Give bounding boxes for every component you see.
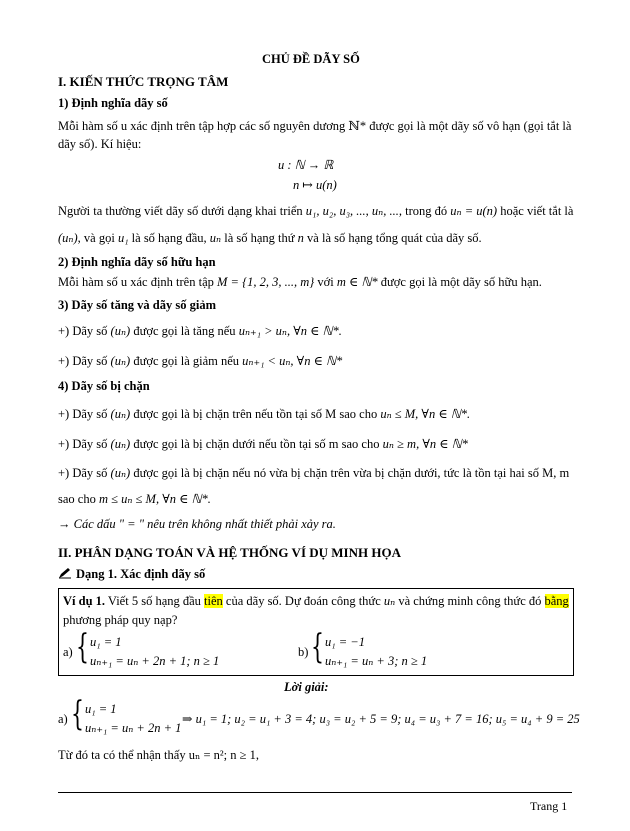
text: và chứng minh công thức đó <box>395 594 545 608</box>
example-line-2: phương pháp quy nạp? <box>63 613 178 627</box>
text: là số hạng thứ <box>221 231 298 245</box>
heading-type-1 <box>58 567 205 582</box>
text: +) Dãy số <box>58 407 111 421</box>
text: với <box>314 275 337 289</box>
text: được gọi là tăng nếu <box>130 324 239 338</box>
section-heading-1: I. KIẾN THỨC TRỌNG TÂM <box>58 74 229 89</box>
math: (uₙ) <box>110 407 131 421</box>
math: (uₙ) <box>58 231 78 245</box>
solution-paragraph: Từ đó ta có thể nhận thấy uₙ = n²; n ≥ 1, <box>58 748 259 762</box>
highlight: bằng <box>544 594 569 608</box>
note-equality: → Các dấu " = " nêu trên không nhất thiết phải xảy ra. <box>58 517 336 531</box>
footer-divider <box>58 792 572 793</box>
solution-a-terms: ⇒ u₁ = 1; u₂ = u₁ + 3 = 4; u₃ = u₂ + 5 = 9; u₄ = u₃ + 7 = 16; u₅ = u₄ + 9 = 25 <box>182 712 580 726</box>
math: uₙ = u(n) <box>450 204 498 218</box>
example-b-label: b) <box>298 645 309 659</box>
heading-monotonic: 3) Dãy số tăng và dãy số giảm <box>58 298 216 312</box>
math: m ≤ uₙ ≤ M, ∀n ∈ ℕ*. <box>98 492 211 506</box>
example-b-system <box>325 633 427 671</box>
text: +) Dãy số <box>58 437 111 451</box>
math: (uₙ) <box>110 354 131 368</box>
text: Người ta thường viết dãy số dưới dạng khai triển <box>58 204 306 218</box>
solution-a-system <box>85 700 181 738</box>
text: hoặc viết tắt là <box>497 204 574 218</box>
text: được gọi là bị chặn trên nếu tồn tại số M sao cho <box>130 407 381 421</box>
text: Mỗi hàm số u xác định trên tập <box>58 275 217 289</box>
equation: u₁ = 1 <box>85 702 117 716</box>
heading-finite: 2) Định nghĩa dãy số hữu hạn <box>58 255 216 269</box>
page-number: Trang 1 <box>530 799 568 813</box>
math: uₙ <box>383 594 396 608</box>
solution-a-label: a) <box>58 712 68 726</box>
item-bounded-1 <box>58 465 569 481</box>
math: uₙ <box>209 231 222 245</box>
heading-bounded: 4) Dãy số bị chặn <box>58 379 150 393</box>
math: uₙ₊₁ < uₙ, ∀n ∈ ℕ* <box>242 354 343 368</box>
math: (uₙ) <box>110 437 131 451</box>
equation: uₙ₊₁ = uₙ + 2n + 1; n ≥ 1 <box>90 654 220 668</box>
text: được gọi là bị chặn nếu nó vừa bị chặn trên vừa bị chặn dưới, tức là tồn tại hai số M, m <box>130 466 570 480</box>
text: của dãy số. Dự đoán công thức <box>222 594 384 608</box>
paragraph-definition-2: dãy số). Kí hiệu: <box>58 137 142 151</box>
paragraph-definition-1: Mỗi hàm số u xác định trên tập hợp các số nguyên dương ℕ* được gọi là một dãy số vô hạn (gọi tắt là <box>58 119 572 133</box>
example-a-system <box>90 633 219 671</box>
text: sao cho <box>58 492 99 506</box>
text: Viết 5 số hạng đầu <box>105 594 205 608</box>
section-heading-2: II. PHÂN DẠNG TOÁN VÀ HỆ THỐNG VÍ DỤ MINH HỌA <box>58 545 401 560</box>
brace-icon: { <box>311 627 324 667</box>
solution-title: Lời giải: <box>284 680 329 694</box>
equation: uₙ₊₁ = uₙ + 3; n ≥ 1 <box>325 654 428 668</box>
example-line-1 <box>63 593 569 609</box>
math: uₙ ≥ m, ∀n ∈ ℕ* <box>382 437 468 451</box>
heading-definition: 1) Định nghĩa dãy số <box>58 96 168 110</box>
formula-mapping-1: u : ℕ → ℝ <box>278 158 334 172</box>
example-a-label: a) <box>63 645 73 659</box>
text: trong đó <box>402 204 451 218</box>
brace-icon: { <box>71 694 84 734</box>
text: là số hạng đầu, <box>128 231 210 245</box>
math: uₙ ≤ M, ∀n ∈ ℕ*. <box>380 407 471 421</box>
math: m ∈ ℕ* <box>336 275 378 289</box>
text: +) Dãy số <box>58 354 111 368</box>
equation: u₁ = 1 <box>90 635 122 649</box>
item-increasing <box>58 323 342 339</box>
text: , và gọi <box>77 231 118 245</box>
math: n <box>297 231 304 245</box>
text: +) Dãy số <box>58 324 111 338</box>
item-bounded-2 <box>58 491 211 507</box>
page-title: CHỦ ĐỀ DÃY SỐ <box>262 52 360 66</box>
text: được gọi là giảm nếu <box>130 354 243 368</box>
text: được gọi là bị chặn dưới nếu tồn tại số m sao cho <box>130 437 383 451</box>
math: (uₙ) <box>110 324 131 338</box>
equation: uₙ₊₁ = uₙ + 2n + 1 <box>85 721 182 735</box>
text: được gọi là một dãy số hữu hạn. <box>377 275 542 289</box>
pencil-icon <box>58 567 72 579</box>
math: (uₙ) <box>110 466 131 480</box>
text: Dạng 1. Xác định dãy số <box>76 567 206 581</box>
brace-icon: { <box>76 627 89 667</box>
item-decreasing <box>58 353 342 369</box>
text: +) Dãy số <box>58 466 111 480</box>
example-label: Ví dụ 1. <box>63 594 106 608</box>
paragraph-finite <box>58 274 542 290</box>
highlight: tiên <box>204 594 223 608</box>
math: M = {1, 2, 3, ..., m} <box>217 275 315 289</box>
paragraph-expansion-2 <box>58 230 482 246</box>
math: uₙ₊₁ > uₙ, ∀n ∈ ℕ*. <box>238 324 342 338</box>
item-bounded-below <box>58 436 468 452</box>
paragraph-expansion-1 <box>58 203 573 219</box>
formula-mapping-2: n ↦ u(n) <box>293 178 337 192</box>
math: u₁, u₂, u₃, ..., uₙ, ..., <box>305 204 402 218</box>
text: và là số hạng tổng quát của dãy số. <box>303 231 482 245</box>
item-bounded-above <box>58 406 470 422</box>
equation: u₁ = −1 <box>325 635 365 649</box>
math: u₁ <box>117 231 129 245</box>
